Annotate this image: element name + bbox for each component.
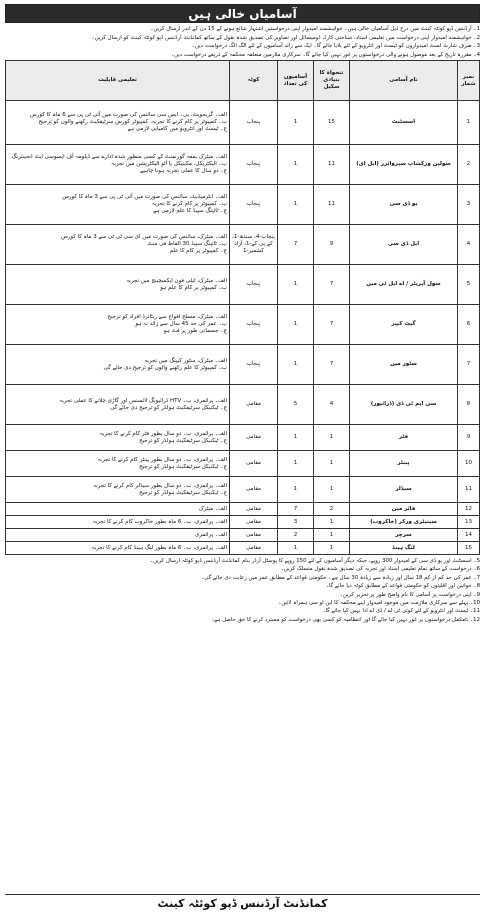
note-line: 6۔ درخواست کے ساتھ تمام تعلیمی اسناد اور تجربہ کی تصدیق شدہ نقول منسلک کریں۔ xyxy=(280,566,480,573)
cell-quota: مقامی xyxy=(230,451,278,477)
vacancies-table xyxy=(5,60,480,555)
qualification-line: ج۔ ٹیکنیکل سرٹیفکیٹ ہولڈر کو ترجیح xyxy=(139,463,227,470)
qualification-line: الف۔ میٹرک، سائنس کی صورت میں ای سی ٹی ٹی سے 3 ماہ کا کورس xyxy=(61,234,227,240)
cell-serial: 11 xyxy=(458,477,480,503)
cell-qualification xyxy=(6,145,230,185)
note-line: 5۔ اسسٹنٹ اور یو ڈی سی کے امیدوار 300 روپے، جبکہ دیگر آسامیوں کے لئے 150 روپے کا پوسٹل آرڈر بنام کمانڈنٹ آرڈننس ڈپو کوئٹہ ارسال کریں۔ xyxy=(149,558,480,564)
cell-serial: 14 xyxy=(458,529,480,542)
header-qualification: تعلیمی قابلیت xyxy=(6,61,230,101)
qualification-line: ب۔ الیکٹریکل، مکینیکل یا آٹو الیکٹریشن میں تجربہ xyxy=(111,161,227,167)
cell-qualification xyxy=(6,265,230,305)
cell-qualification xyxy=(6,529,230,542)
cell-quota: مقامی xyxy=(230,542,278,555)
table-row xyxy=(6,305,480,345)
cell-qualification xyxy=(6,477,230,503)
cell-vacancy-count: 1 xyxy=(278,101,314,145)
cell-pay-scale: 7 xyxy=(314,265,350,305)
cell-quota: مقامی xyxy=(230,425,278,451)
cell-pay-scale: 1 xyxy=(314,425,350,451)
table-row xyxy=(6,477,480,503)
cell-vacancy-count: 1 xyxy=(278,451,314,477)
qualification-line: ب۔ ٹائپنگ سپیڈ 30 الفاظ فی منٹ xyxy=(147,241,227,247)
note-line: 9۔ اپنی درخواست پر آسامی کا نام واضح طور پر تحریر کریں۔ xyxy=(339,591,480,598)
table-row xyxy=(6,225,480,265)
qualification-line: ج۔ جسمانی طور پر فٹ ہو xyxy=(163,328,227,334)
qualification-line: الف۔ میٹرک xyxy=(198,505,227,512)
cell-serial: 3 xyxy=(458,185,480,225)
cell-pay-scale: 2 xyxy=(314,503,350,516)
vacancies-table-body xyxy=(6,101,480,555)
table-row xyxy=(6,542,480,555)
cell-qualification xyxy=(6,542,230,555)
cell-qualification xyxy=(6,385,230,425)
qualification-line: ب۔ کمپیوٹر پر کام کا علم ہو xyxy=(160,284,227,291)
qualification-line: الف۔ میٹرک، مسلح افواج سے ریٹائرڈ افراد کو ترجیح xyxy=(107,314,227,320)
qualification-line: الف۔ پرائمری، ب۔ 6 ماہ بطور لنگ ہینڈ کام کرنے کا تجربہ xyxy=(91,544,227,551)
qualification-line: ب۔ کمپیوٹر کا علم رکھنے والوں کو ترجیح دی جائے گی xyxy=(103,364,227,371)
table-row xyxy=(6,345,480,385)
cell-vacancy-count: 1 xyxy=(278,265,314,305)
cell-serial: 1 xyxy=(458,101,480,145)
cell-post-name: سرچر xyxy=(350,529,458,542)
cell-vacancy-count: 1 xyxy=(278,542,314,555)
intro-line: 2۔ خواہشمند امیدوار اپنی درخواست میں تعلیمی اسناد، شناختی کارڈ، ڈومیسائل اور تصاویر کی تصدیق شدہ نقول کے ساتھ کمانڈنٹ آرڈننس ڈپو کوئٹہ کینٹ کو ارسال کریں۔ xyxy=(91,34,480,41)
cell-pay-scale: 1 xyxy=(314,542,350,555)
qualification-line: ب۔ کمپیوٹر پر کام کرنے کا تجربہ، کمپیوٹر کورس سرٹیفکیٹ رکھنے والوں کو ترجیح xyxy=(38,119,227,125)
qualification-line: ج۔ ٹیسٹ اور انٹرویو میں کامیابی لازمی ہے xyxy=(127,126,227,132)
table-row xyxy=(6,385,480,425)
note-line: 7۔ عمر کی حد کم از کم 18 سال اور زیادہ سے زیادہ 30 سال ہے۔ حکومتی قواعد کے مطابق عمر میں رعایت دی جائے گی۔ xyxy=(200,574,480,581)
cell-post-name: ایل ڈی سی xyxy=(350,225,458,265)
cell-serial: 13 xyxy=(458,516,480,529)
cell-post-name: یو ڈی سی xyxy=(350,185,458,225)
cell-post-name: فائر مین xyxy=(350,503,458,516)
header-post: نام آسامی xyxy=(350,61,458,101)
cell-vacancy-count: 7 xyxy=(278,225,314,265)
cell-vacancy-count: 1 xyxy=(278,145,314,185)
cell-post-name: پینٹر xyxy=(350,451,458,477)
qualification-line: الف۔ پرائمری، ب۔ دو سال بطور فٹر کام کرنے کا تجربہ xyxy=(99,430,227,437)
cell-vacancy-count: 1 xyxy=(278,345,314,385)
qualification-line: ج۔ کمپیوٹر پر کام کا علم xyxy=(169,248,227,254)
cell-vacancy-count: 3 xyxy=(278,516,314,529)
intro-line: 3۔ صرف شارٹ لسٹ امیدواروں کو ٹیسٹ اور انٹرویو کے لئے بلایا جائے گا۔ ایک سے زائد آسامیوں کے لئے الگ الگ درخواست دیں۔ xyxy=(191,43,480,49)
cell-post-name: فٹر xyxy=(350,425,458,451)
cell-post-name: سٹور مین xyxy=(350,345,458,385)
cell-pay-scale: 1 xyxy=(314,451,350,477)
cell-vacancy-count: 7 xyxy=(278,503,314,516)
qualification-line: ج۔ ٹیکنیکل سرٹیفکیٹ ہولڈر کو ترجیح xyxy=(139,489,227,496)
table-row xyxy=(6,503,480,516)
qualification-line: ج۔ ٹیکنیکل سرٹیفکیٹ ہولڈر کو ترجیح xyxy=(139,437,227,444)
cell-qualification xyxy=(6,503,230,516)
table-row xyxy=(6,145,480,185)
table-row xyxy=(6,101,480,145)
cell-qualification xyxy=(6,516,230,529)
cell-post-name: گیٹ کیپر xyxy=(350,305,458,345)
table-row xyxy=(6,451,480,477)
cell-serial: 15 xyxy=(458,542,480,555)
cell-serial: 6 xyxy=(458,305,480,345)
cell-qualification xyxy=(6,305,230,345)
cell-pay-scale: 1 xyxy=(314,477,350,503)
cell-serial: 7 xyxy=(458,345,480,385)
cell-serial: 8 xyxy=(458,385,480,425)
qualification-line: ب۔ عمر کی حد 45 سال سے زائد نہ ہو xyxy=(135,321,227,327)
table-row xyxy=(6,516,480,529)
cell-serial: 2 xyxy=(458,145,480,185)
cell-serial: 5 xyxy=(458,265,480,305)
notes xyxy=(5,557,480,624)
cell-vacancy-count: 1 xyxy=(278,185,314,225)
intro-line: 4۔ مقررہ تاریخ کے بعد موصول ہونے والی درخواستوں پر غور نہیں کیا جائے گا۔ سرکاری ملازمین متعلقہ محکمہ کے ذریعے درخواست دیں۔ xyxy=(170,51,480,58)
cell-quota: پنجاب-4، سندھ-1، کے پی کے-1، آزاد کشمیر-1 xyxy=(230,225,278,265)
cell-post-name: سی ایم ٹی ڈی (ڈرائیور) xyxy=(350,385,458,425)
table-header-row xyxy=(6,61,480,101)
cell-qualification xyxy=(6,425,230,451)
cell-qualification xyxy=(6,185,230,225)
table-row xyxy=(6,265,480,305)
cell-vacancy-count: 2 xyxy=(278,529,314,542)
note-line: 8۔ خواتین اور اقلیتوں کو حکومتی قواعد کے مطابق کوٹہ دیا جائے گا۔ xyxy=(325,583,480,590)
cell-pay-scale: 4 xyxy=(314,385,350,425)
cell-quota: پنجاب xyxy=(230,145,278,185)
intro-text xyxy=(5,25,480,59)
cell-qualification xyxy=(6,101,230,145)
cell-post-name: سیڈلر xyxy=(350,477,458,503)
table-row xyxy=(6,185,480,225)
cell-pay-scale: 15 xyxy=(314,101,350,145)
cell-serial: 4 xyxy=(458,225,480,265)
cell-qualification xyxy=(6,451,230,477)
cell-post-name: سول آپریٹر / اے ایل ٹی مین xyxy=(350,265,458,305)
qualification-line: الف۔ میٹرک، ٹیلی فون ایکسچینج میں تجربہ xyxy=(126,277,227,284)
cell-vacancy-count: 1 xyxy=(278,305,314,345)
qualification-line: الف۔ میٹرک، سٹور کیپنگ میں تجربہ xyxy=(144,357,227,364)
header-sn: نمبر شمار xyxy=(458,61,480,101)
cell-vacancy-count: 1 xyxy=(278,425,314,451)
qualification-line: الف۔ پرائمری، ب۔ HTV ڈرائیونگ لائسنس اور گاڑی چلانے کا عملی تجربہ xyxy=(59,397,227,404)
cell-quota: پنجاب xyxy=(230,345,278,385)
footer-signature: کمانڈنٹ آرڈننس ڈپو کوئٹہ کینٹ xyxy=(5,894,480,911)
qualification-line: الف۔ پرائمری، ب۔ دو سال بطور پینٹر کام کرنے کا تجربہ xyxy=(97,456,227,463)
cell-vacancy-count: 5 xyxy=(278,385,314,425)
cell-pay-scale: 11 xyxy=(314,185,350,225)
cell-vacancy-count: 1 xyxy=(278,477,314,503)
cell-serial: 10 xyxy=(458,451,480,477)
header-scale: تنخواہ کا بنیادی سکیل xyxy=(314,61,350,101)
qualification-line: الف۔ انٹرمیڈیٹ، سائنس کی صورت میں آئی ٹی پی سے 3 ماہ کا کورس xyxy=(62,194,227,200)
cell-quota: پنجاب xyxy=(230,305,278,345)
cell-quota: مقامی xyxy=(230,503,278,516)
cell-pay-scale: 11 xyxy=(314,145,350,185)
cell-pay-scale: 1 xyxy=(314,529,350,542)
cell-qualification xyxy=(6,225,230,265)
cell-serial: 9 xyxy=(458,425,480,451)
cell-quota: مقامی xyxy=(230,529,278,542)
cell-pay-scale: 7 xyxy=(314,345,350,385)
header-count: آسامیوں کی تعداد xyxy=(278,61,314,101)
qualification-line: ج۔ دو سال کا عملی تجربہ ہونا چاہیے xyxy=(140,168,227,174)
qualification-line: ج۔ ٹائپنگ سپیڈ کا علم لازمی ہے xyxy=(153,208,227,214)
cell-quota: مقامی xyxy=(230,477,278,503)
qualification-line: الف۔ پرائمری، ب۔ 6 ماہ بطور خاکروب کام کرنے کا تجربہ xyxy=(92,518,227,525)
cell-post-name: اسسٹنٹ xyxy=(350,101,458,145)
table-row xyxy=(6,529,480,542)
qualification-line: ب۔ کمپیوٹر پر کام کرنے کا تجربہ xyxy=(151,201,227,207)
cell-qualification xyxy=(6,345,230,385)
cell-post-name: لنگ ہینڈ xyxy=(350,542,458,555)
cell-serial: 12 xyxy=(458,503,480,516)
header-quota: کوٹہ xyxy=(230,61,278,101)
intro-line: 1۔ آرڈننس ڈپو کوئٹہ کینٹ میں درج ذیل آسامیاں خالی ہیں۔ خواہشمند امیدوار اپنی درخواستیں اشتہار شائع ہونے کے 15 دن کے اندر ارسال کریں۔ xyxy=(150,26,480,32)
cell-pay-scale: 9 xyxy=(314,225,350,265)
cell-post-name: سولین ورکشاپ سپروائزر (ایل ای) xyxy=(350,145,458,185)
note-line: 12۔ نامکمل درخواستوں پر غور نہیں کیا جائے گا اور انتظامیہ کو کسی بھی درخواست کو مسترد کرنے کا حق حاصل ہے۔ xyxy=(210,616,480,623)
qualification-line: الف۔ پرائمری xyxy=(194,531,227,538)
cell-quota: پنجاب xyxy=(230,265,278,305)
qualification-line: الف۔ میٹرک بمعہ گورنمنٹ کے کسی منظور شدہ ادارے سے ڈپلومہ آف ایسوسی ایٹ انجینئرنگ xyxy=(11,154,227,160)
cell-quota: مقامی xyxy=(230,516,278,529)
cell-pay-scale: 1 xyxy=(314,516,350,529)
qualification-line: الف۔ پرائمری، ب۔ دو سال بطور سیڈلر کام کرنے کا تجربہ xyxy=(93,482,227,489)
page-title: آسامیاں خالی ہیں xyxy=(5,4,480,23)
cell-pay-scale: 7 xyxy=(314,305,350,345)
cell-quota: پنجاب xyxy=(230,101,278,145)
table-row xyxy=(6,425,480,451)
cell-post-name: سینیٹری ورکر (خاکروب) xyxy=(350,516,458,529)
cell-quota: پنجاب xyxy=(230,185,278,225)
note-line: 11۔ ٹیسٹ اور انٹرویو کے لئے کوئی ٹی اے / ڈی اے ادا نہیں کیا جائے گا۔ xyxy=(322,608,480,615)
cell-quota: مقامی xyxy=(230,385,278,425)
qualification-line: الف۔ گریجویٹ، بی۔ ایس سی سائنس کی صورت میں آئی ٹی پی سے 6 ماہ کا کورس xyxy=(30,112,227,118)
note-line: 10۔ پہلے سے سرکاری ملازمت میں موجود امیدوار اپنے محکمہ کا این او سی ہمراہ لائیں۔ xyxy=(278,600,480,607)
qualification-line: ج۔ ٹیکنیکل سرٹیفکیٹ ہولڈر کو ترجیح دی جائے گی xyxy=(110,404,227,411)
